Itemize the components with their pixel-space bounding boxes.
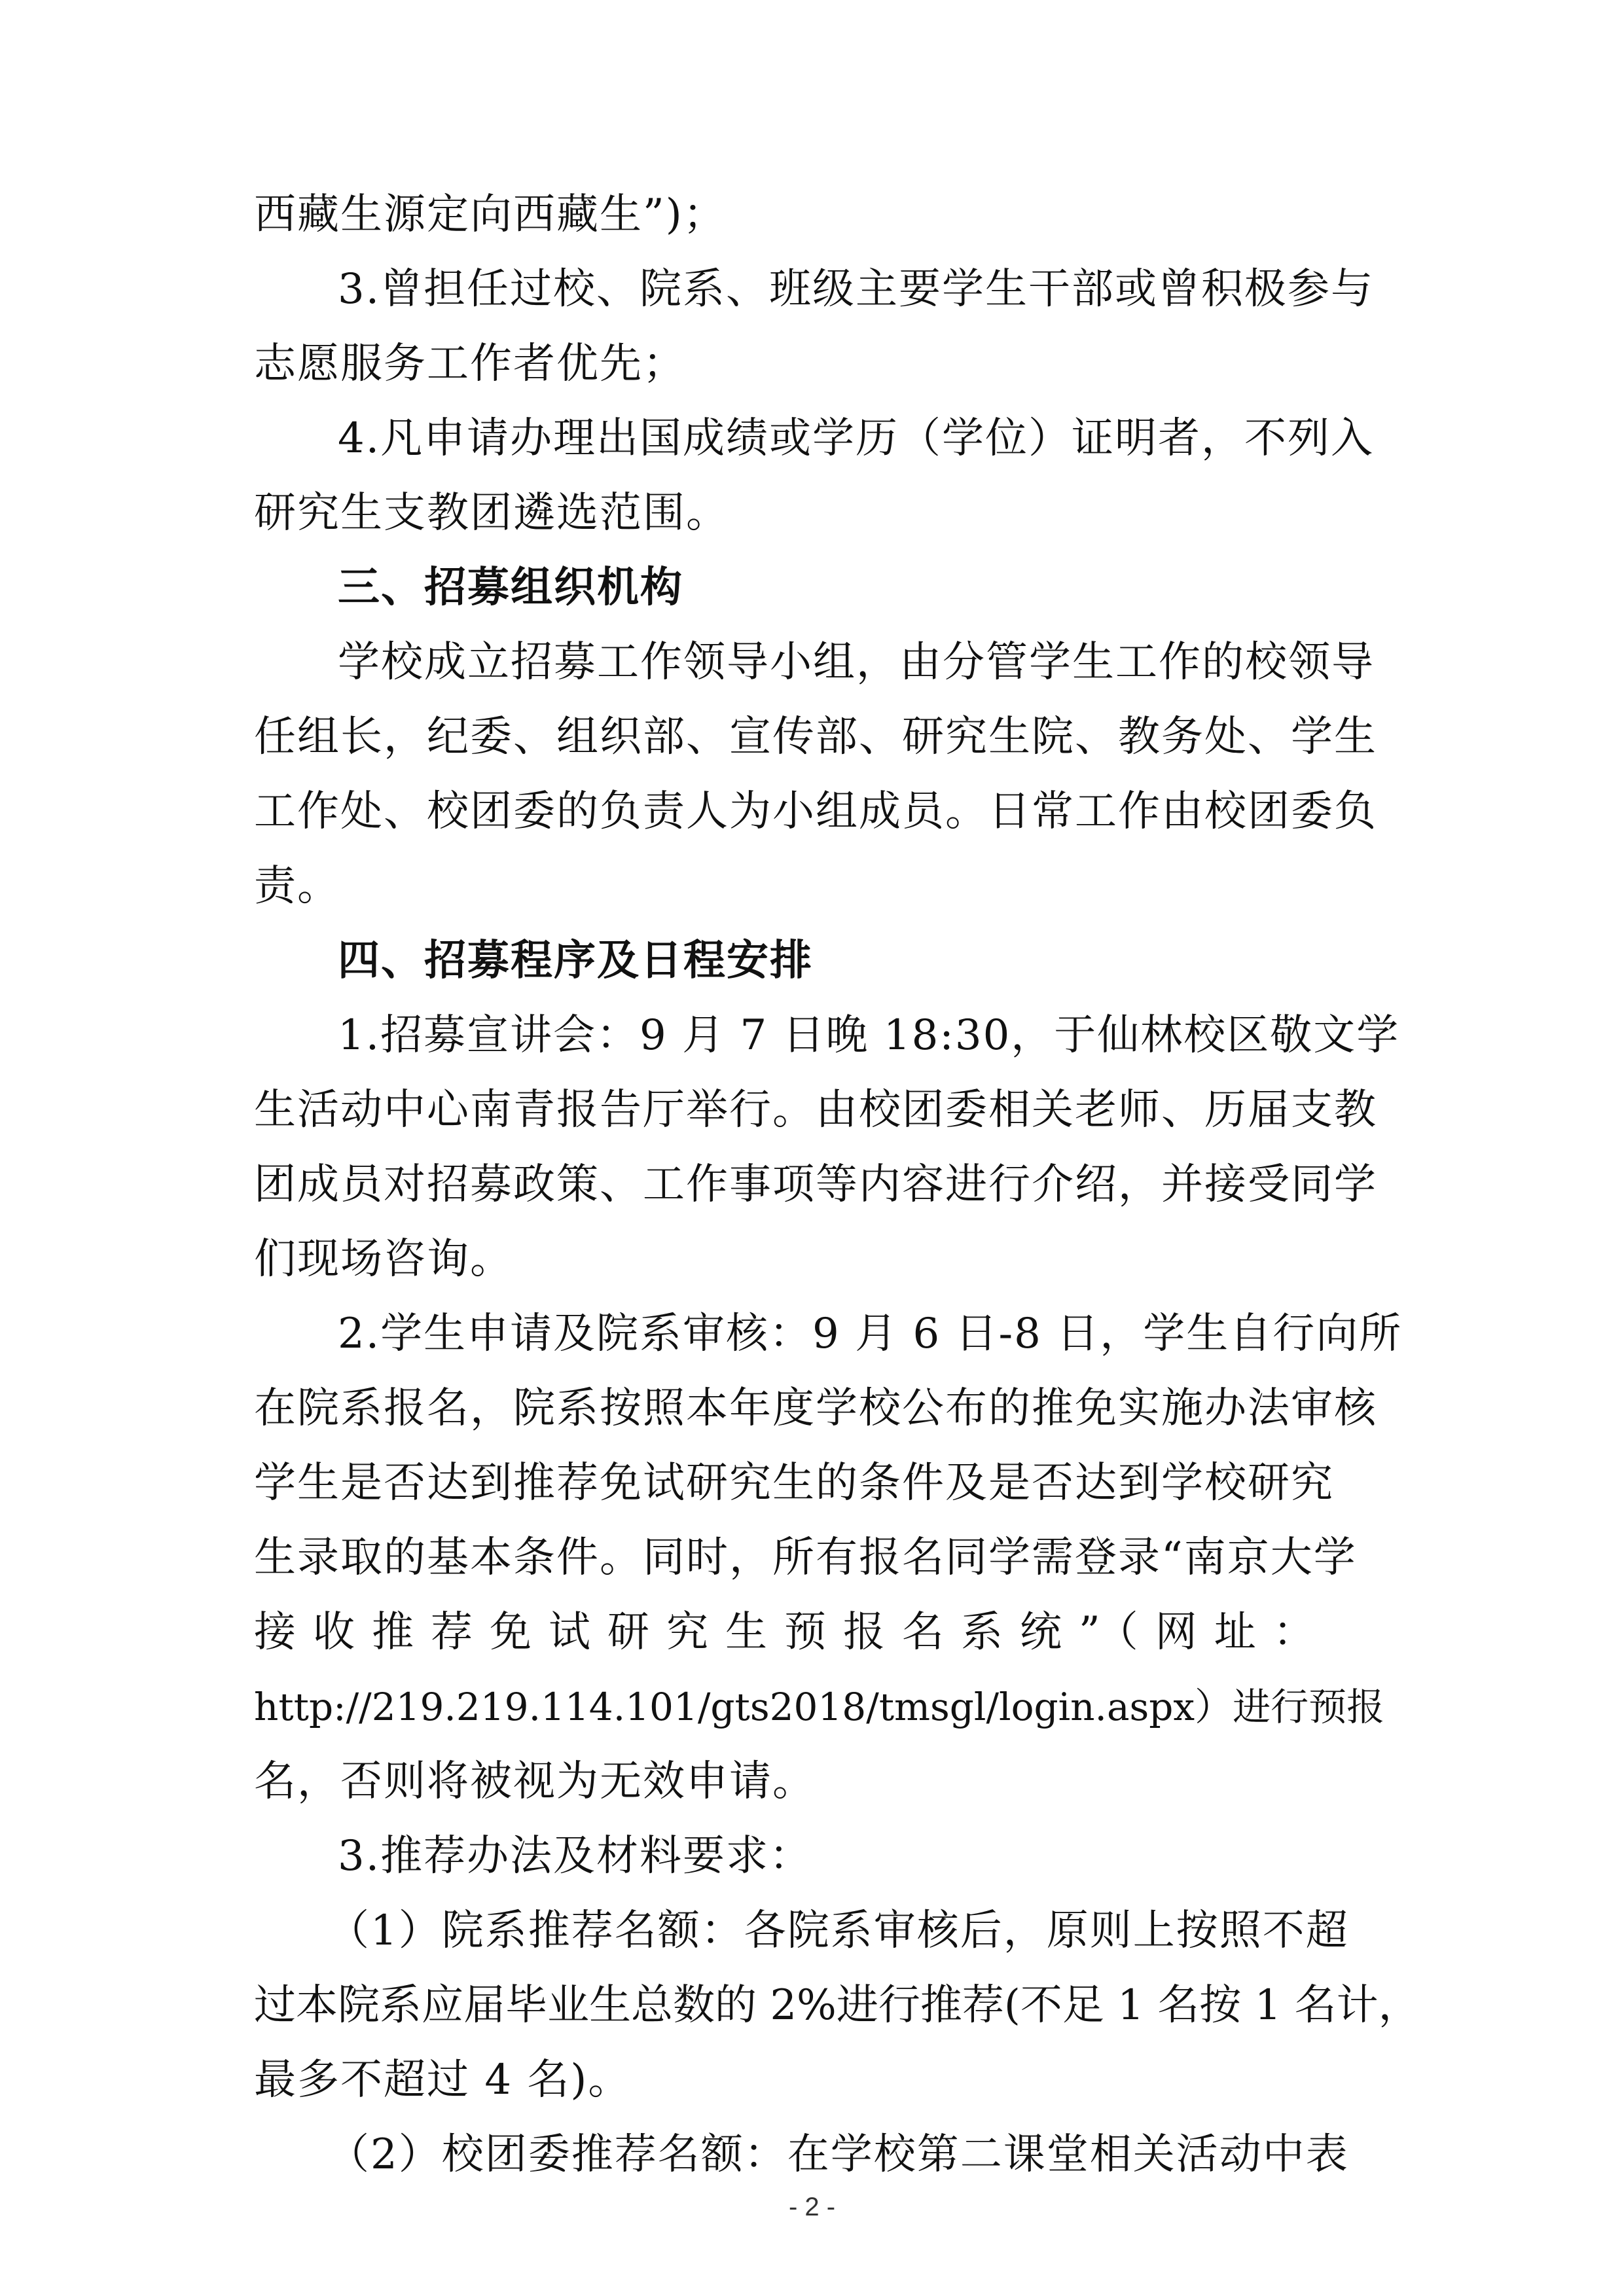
text-line: 责。 xyxy=(254,862,340,910)
text-line: 生录取的基本条件。同时，所有报名同学需登录“南京大学 xyxy=(254,1534,1357,1582)
text-line: 最多不超过 4 名)。 xyxy=(254,2056,632,2104)
text-line: （2）校团委推荐名额：在学校第二课堂相关活动中表 xyxy=(327,2130,1349,2179)
text-line: 生活动中心南青报告厅举行。由校团委相关老师、历届支教 xyxy=(254,1086,1377,1134)
text-line: 接收推荐免试研究生预报名系统”（网址： xyxy=(254,1608,1332,1657)
text-line: 过本院系应届毕业生总数的 2%进行推荐(不足 1 名按 1 名计， xyxy=(254,1981,1420,2030)
url-line: http://219.219.114.101/gts2018/tmsgl/login.aspx）进行预报 xyxy=(254,1685,1385,1729)
text-line: （1）院系推荐名额：各院系审核后，原则上按照不超 xyxy=(327,1907,1349,1955)
text-line: 名，否则将被视为无效申请。 xyxy=(254,1757,816,1806)
text-line: 3.曾担任过校、院系、班级主要学生干部或曾积极参与 xyxy=(338,265,1375,314)
text-line: 4.凡申请办理出国成绩或学历（学位）证明者，不列入 xyxy=(338,414,1375,463)
text-line: 们现场咨询。 xyxy=(254,1235,513,1283)
page-number: - 2 - xyxy=(788,2193,836,2221)
text-line: 2.学生申请及院系审核：9 月 6 日-8 日，学生自行向所 xyxy=(338,1310,1403,1358)
text-line: 研究生支教团遴选范围。 xyxy=(254,489,729,537)
text-line: 3.推荐办法及材料要求： xyxy=(338,1832,813,1880)
text-line: 西藏生源定向西藏生”)； xyxy=(254,190,727,239)
text-line: 1.招募宣讲会：9 月 7 日晚 18:30，于仙林校区敬文学 xyxy=(338,1011,1400,1060)
text-line: 学生是否达到推荐免试研究生的条件及是否达到学校研究 xyxy=(254,1459,1334,1507)
text-line: 任组长，纪委、组织部、宣传部、研究生院、教务处、学生 xyxy=(254,713,1377,761)
text-line: 工作处、校团委的负责人为小组成员。日常工作由校团委负 xyxy=(254,787,1377,836)
section-heading-4: 四、招募程序及日程安排 xyxy=(338,936,813,985)
text-line: 学校成立招募工作领导小组，由分管学生工作的校领导 xyxy=(338,638,1375,687)
text-line: 志愿服务工作者优先； xyxy=(254,340,686,388)
text-line: 团成员对招募政策、工作事项等内容进行介绍，并接受同学 xyxy=(254,1160,1377,1209)
section-heading-3: 三、招募组织机构 xyxy=(338,563,683,612)
text-line: 在院系报名，院系按照本年度学校公布的推免实施办法审核 xyxy=(254,1384,1377,1433)
